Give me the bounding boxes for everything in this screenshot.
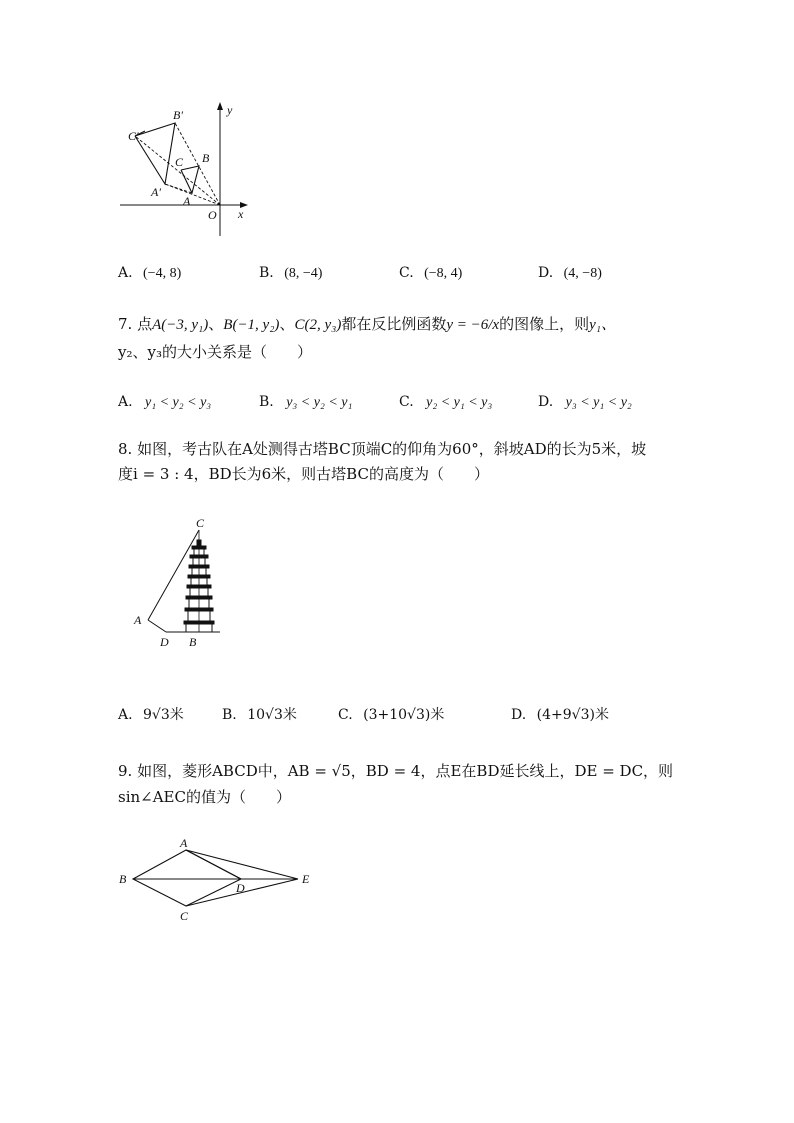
point-label-c-prime: C′ xyxy=(128,129,139,143)
q6-option-c-letter: C. xyxy=(399,265,414,281)
q6-option-a xyxy=(118,265,181,282)
q7-stem-line1 xyxy=(118,313,616,336)
q8-option-c-letter: C. xyxy=(338,707,353,723)
axis-x-label: x xyxy=(238,207,244,221)
q9-stem-line1: 9. 如图，菱形ABCD中，AB = √5，BD = 4，点E在BD延长线上，DE = DC，则 xyxy=(118,762,674,780)
q7-option-c-text: y₂ < y₁ < y₃ xyxy=(426,395,493,410)
point-label-b: B xyxy=(202,151,210,165)
q6-option-a-text: (−4, 8) xyxy=(143,266,182,281)
q8-option-c xyxy=(338,704,444,724)
q7-text-mid: 都在反比例函数 xyxy=(341,315,447,333)
q9-label-e: E xyxy=(302,872,310,886)
figure-q8-pagoda-diagram xyxy=(128,514,228,654)
q7-option-a xyxy=(118,394,211,411)
q8-label-d: D xyxy=(160,635,169,649)
q8-stem-line2: 度i = 3 : 4，BD长为6米，则古塔BC的高度为（ ） xyxy=(118,465,489,483)
figure-q6-coordinate-diagram xyxy=(112,96,262,246)
q7-point-a: A(−3, y₁) xyxy=(152,317,209,333)
q8-stem-line1: 8. 如图，考古队在A处测得古塔BC顶端C的仰角为60°，斜坡AD的长为5米，坡 xyxy=(118,440,647,458)
point-label-b-prime: B′ xyxy=(173,108,183,122)
q7-function: y = −6/x xyxy=(446,317,500,333)
q9-label-c: C xyxy=(180,909,189,923)
q7-option-c xyxy=(399,394,492,411)
q8-option-d xyxy=(511,704,609,724)
q7-option-b-letter: B. xyxy=(259,394,274,410)
q7-option-d-text: y₃ < y₁ < y₂ xyxy=(565,395,632,410)
figure-q9-rhombus-diagram xyxy=(116,834,326,924)
q6-option-c-text: (−8, 4) xyxy=(424,266,463,281)
q7-option-a-text: y₁ < y₂ < y₃ xyxy=(145,395,212,410)
q8-option-a-letter: A. xyxy=(118,707,133,723)
q9-label-b: B xyxy=(119,872,127,886)
axis-y-label: y xyxy=(227,103,233,117)
point-label-a-prime: A′ xyxy=(151,185,161,199)
q7-text-p1: 点 xyxy=(137,315,153,333)
q7-text-tail: 的图像上，则 xyxy=(499,315,590,333)
q8-option-d-letter: D. xyxy=(511,707,527,723)
q8-option-d-text: (4+9√3)米 xyxy=(536,707,609,723)
q9-label-d: D xyxy=(236,881,245,895)
q7-sep2: 、 xyxy=(279,315,295,333)
q8-option-b-letter: B. xyxy=(222,707,237,723)
q8-label-c: C xyxy=(196,516,205,530)
q8-option-a xyxy=(118,704,184,724)
point-label-a: A xyxy=(183,194,191,208)
q8-label-b: B xyxy=(189,635,197,649)
origin-label: O xyxy=(208,208,217,222)
q8-label-a: A xyxy=(134,613,142,627)
q7-option-a-letter: A. xyxy=(118,394,133,410)
point-label-c: C xyxy=(175,155,184,169)
q7-option-b xyxy=(259,394,352,411)
q6-option-d-letter: D. xyxy=(538,265,554,281)
q8-option-a-text: 9√3米 xyxy=(143,707,184,723)
q6-option-b xyxy=(259,265,322,282)
q7-point-b: B(−1, y₂) xyxy=(223,317,280,333)
q7-point-c: C(2, y₃) xyxy=(294,317,342,333)
q8-option-b xyxy=(222,704,297,724)
q7-option-c-letter: C. xyxy=(399,394,414,410)
q7-option-d-letter: D. xyxy=(538,394,554,410)
q6-option-d-text: (4, −8) xyxy=(563,266,602,281)
q6-option-a-letter: A. xyxy=(118,265,133,281)
q7-number: 7. xyxy=(118,315,133,333)
q7-option-d xyxy=(538,394,632,411)
q6-option-c xyxy=(399,265,462,282)
q8-option-b-text: 10√3米 xyxy=(247,707,297,723)
q6-option-b-letter: B. xyxy=(259,265,274,281)
q7-stem-line2: y₂、y₃的大小关系是（ ） xyxy=(118,343,312,361)
q6-option-d xyxy=(538,265,602,282)
q9-label-a: A xyxy=(180,836,188,850)
q7-y1: y₁、 xyxy=(589,317,616,333)
q6-option-b-text: (8, −4) xyxy=(284,266,323,281)
q7-option-b-text: y₃ < y₂ < y₁ xyxy=(286,395,353,410)
q7-sep1: 、 xyxy=(208,315,224,333)
q8-option-c-text: (3+10√3)米 xyxy=(363,707,445,723)
q9-stem-line2: sin∠AEC的值为（ ） xyxy=(118,788,291,806)
